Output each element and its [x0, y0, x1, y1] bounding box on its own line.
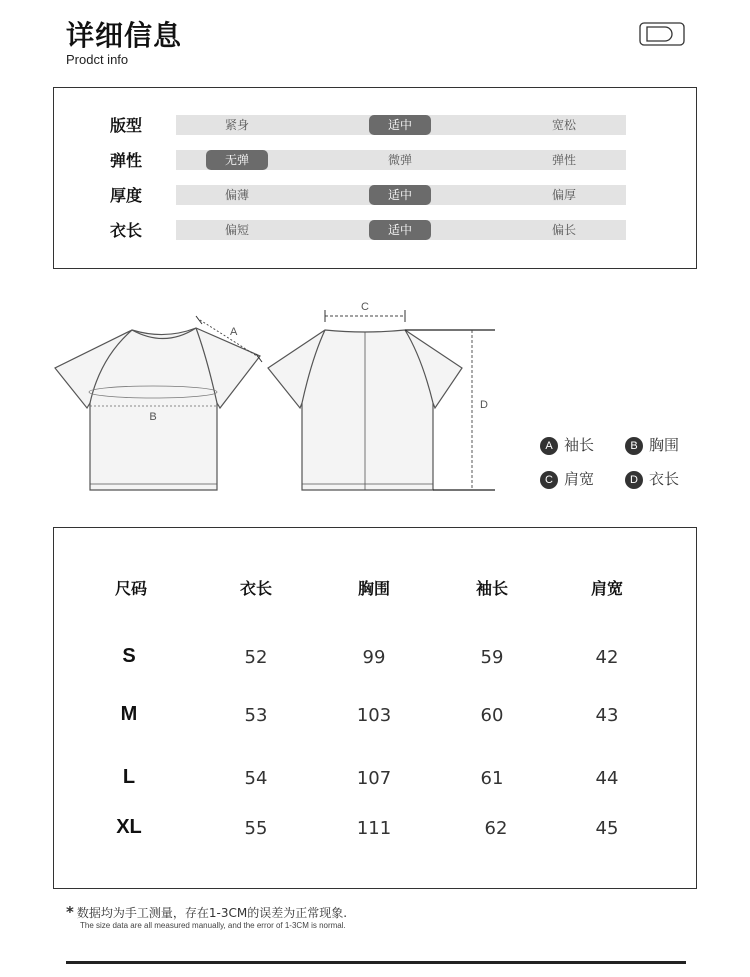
table-cell: 62	[484, 818, 508, 839]
note-text-cn: 数据均为手工测量，存在1-3CM的误差为正常现象.	[76, 906, 348, 920]
attribute-bar	[176, 115, 626, 135]
table-cell: 107	[356, 768, 392, 789]
table-cell: 45	[595, 818, 619, 839]
bottom-divider	[66, 961, 686, 964]
attribute-row-elasticity	[54, 150, 698, 172]
table-cell-size: M	[120, 703, 138, 725]
table-cell: 59	[480, 647, 504, 668]
tshirt-measurement-diagram	[50, 298, 510, 498]
table-cell: 111	[356, 818, 392, 839]
attribute-option: 弹性	[551, 153, 576, 167]
table-cell: 60	[480, 705, 504, 726]
attribute-option-selected: 适中	[369, 185, 431, 205]
brand-logo	[639, 22, 685, 46]
attribute-panel	[53, 87, 697, 269]
attribute-option-selected: 适中	[369, 115, 431, 135]
attribute-row-thickness	[54, 185, 698, 207]
legend-item-d	[625, 468, 679, 490]
table-cell: 53	[244, 705, 268, 726]
table-cell: 99	[362, 647, 386, 668]
table-header-shoulder: 肩宽	[590, 579, 623, 598]
legend-key: B	[625, 437, 643, 455]
table-cell-size: XL	[116, 816, 142, 838]
table-cell-size: S	[122, 645, 136, 667]
attribute-label: 厚度	[110, 186, 143, 205]
legend-item-b	[625, 434, 679, 456]
attribute-row-fit	[54, 115, 698, 137]
table-header-length: 衣长	[239, 579, 272, 598]
label-d: D	[480, 399, 488, 411]
tshirt-front-icon	[55, 328, 260, 490]
attribute-option-selected: 适中	[369, 220, 431, 240]
attribute-option: 紧身	[224, 118, 249, 132]
size-table	[53, 527, 697, 889]
table-cell-size: L	[122, 766, 136, 788]
note-text-en: The size data are all measured manually, and the error of 1-3CM is normal.	[80, 921, 346, 930]
attribute-bar	[176, 220, 626, 240]
page-subtitle: Prodct info	[66, 52, 129, 67]
table-cell: 61	[480, 768, 504, 789]
table-cell: 52	[244, 647, 268, 668]
legend-key: D	[625, 471, 643, 489]
table-cell: 54	[244, 768, 268, 789]
table-cell: 42	[595, 647, 619, 668]
attribute-bar	[176, 150, 626, 170]
table-cell: 55	[244, 818, 268, 839]
attribute-option: 偏长	[551, 223, 576, 237]
measurement-note	[66, 903, 347, 921]
tshirt-back-icon	[268, 330, 462, 490]
table-header-size: 尺码	[114, 579, 147, 598]
attribute-option: 微弹	[387, 153, 412, 167]
attribute-option: 偏薄	[224, 188, 249, 202]
attribute-option: 偏短	[224, 223, 249, 237]
label-a: A	[230, 326, 238, 338]
label-b: B	[149, 411, 157, 423]
label-c: C	[361, 301, 369, 313]
page-title: 详细信息	[66, 19, 183, 52]
legend-text: 衣长	[649, 470, 680, 488]
legend-text: 肩宽	[564, 470, 595, 488]
table-header-chest: 胸围	[357, 579, 390, 598]
legend-text: 袖长	[564, 436, 595, 454]
attribute-bar	[176, 185, 626, 205]
asterisk-icon: *	[66, 903, 74, 921]
attribute-option: 宽松	[551, 118, 576, 132]
table-cell: 103	[356, 705, 392, 726]
table-cell: 43	[595, 705, 619, 726]
attribute-option: 偏厚	[551, 188, 576, 202]
table-cell: 44	[595, 768, 619, 789]
legend-item-c	[540, 468, 594, 490]
legend-key: A	[540, 437, 558, 455]
table-header-sleeve: 袖长	[475, 579, 508, 598]
attribute-label: 版型	[110, 116, 143, 135]
attribute-row-length	[54, 220, 698, 242]
legend-item-a	[540, 434, 594, 456]
attribute-option-selected: 无弹	[206, 150, 268, 170]
legend-key: C	[540, 471, 558, 489]
attribute-label: 弹性	[110, 151, 143, 170]
attribute-label: 衣长	[110, 221, 143, 240]
legend-text: 胸围	[649, 436, 680, 454]
